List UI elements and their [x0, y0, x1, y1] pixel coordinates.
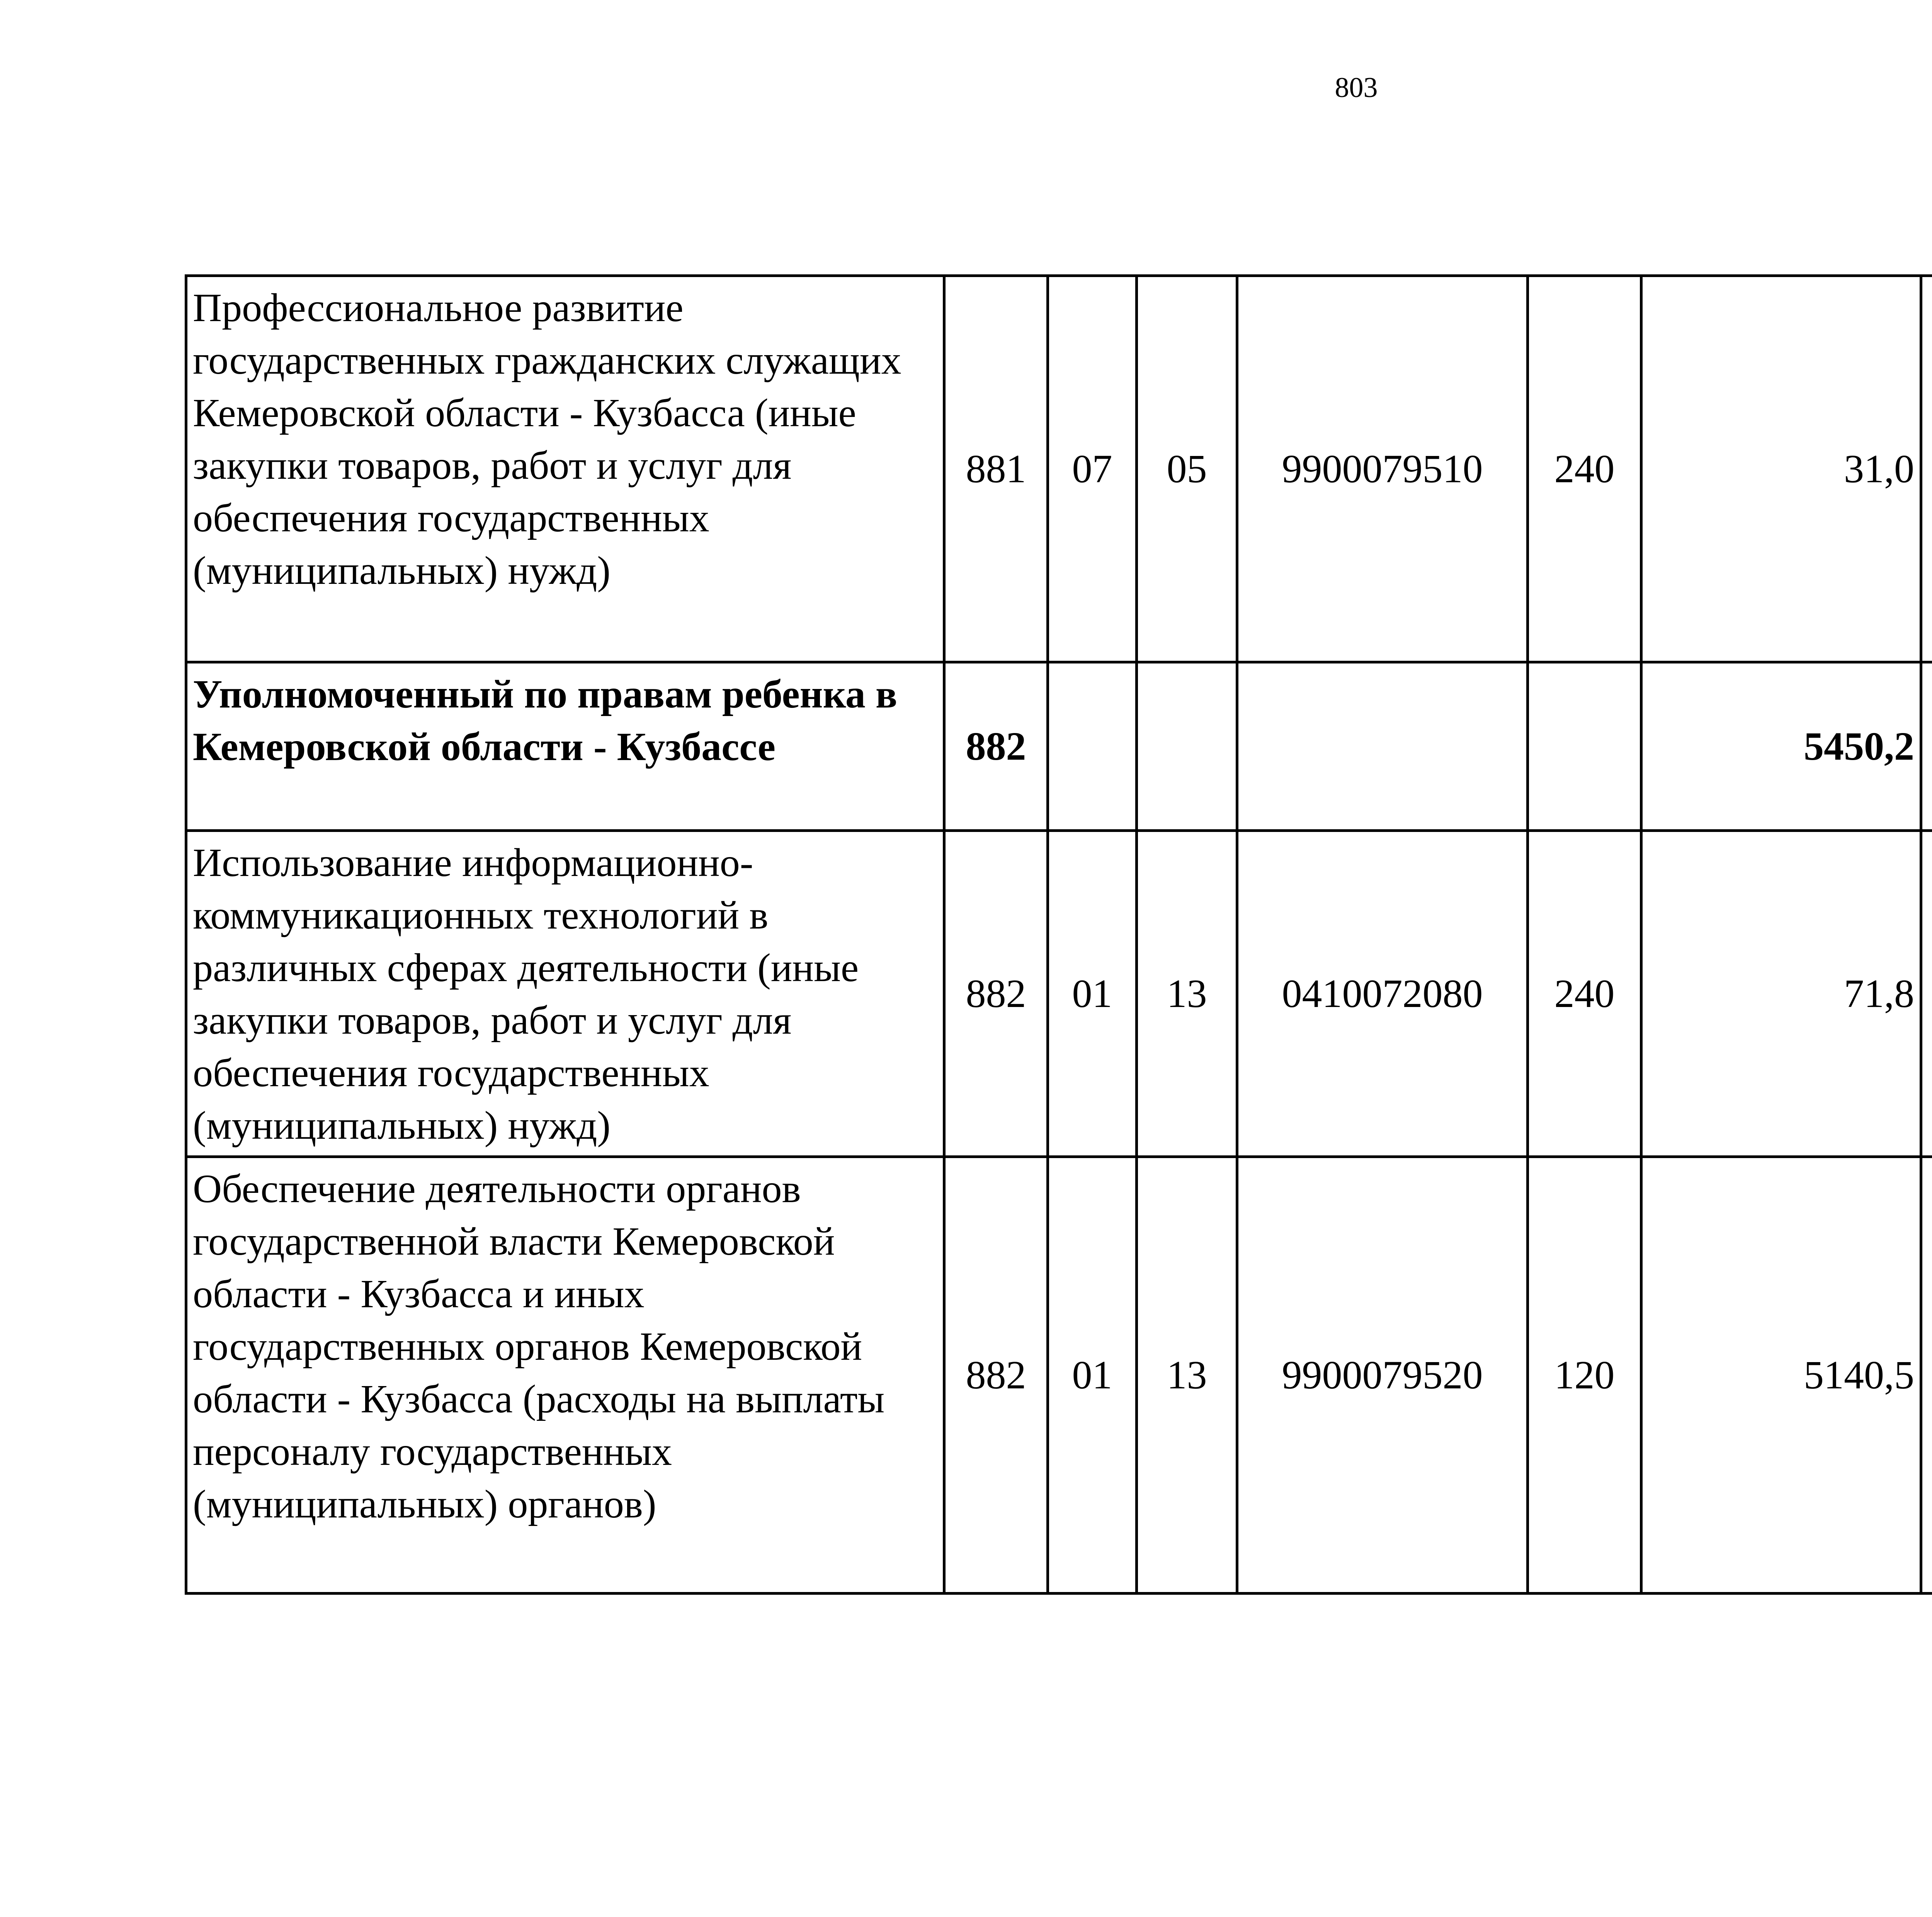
- expense-type-cell: 240: [1528, 831, 1641, 1157]
- ministry-code-cell: 881: [944, 276, 1048, 662]
- amount-year-2-cell: [1921, 276, 1932, 662]
- section-code-cell: 07: [1048, 276, 1137, 662]
- expense-type-cell: 240: [1528, 276, 1641, 662]
- ministry-code-cell: 882: [944, 831, 1048, 1157]
- subsection-code-cell: [1137, 662, 1237, 831]
- table-row-heading: [186, 662, 1932, 831]
- amount-year-1-cell: 5140,5: [1641, 1157, 1921, 1594]
- subsection-code-cell: 13: [1137, 1157, 1237, 1594]
- amount-year-1-cell: 71,8: [1641, 831, 1921, 1157]
- expense-type-cell: [1528, 662, 1641, 831]
- expense-name-cell: Уполномоченный по правам ребенка в Кемеровской области - Кузбассе: [186, 662, 944, 831]
- amount-year-2-cell: [1921, 831, 1932, 1157]
- amount-year-2-cell: [1921, 662, 1932, 831]
- subsection-code-cell: 13: [1137, 831, 1237, 1157]
- target-article-cell: 0410072080: [1237, 831, 1528, 1157]
- target-article-cell: 9900079520: [1237, 1157, 1528, 1594]
- subsection-code-cell: 05: [1137, 276, 1237, 662]
- target-article-cell: 9900079510: [1237, 276, 1528, 662]
- table-row: [186, 831, 1932, 1157]
- section-code-cell: [1048, 662, 1137, 831]
- target-article-cell: [1237, 662, 1528, 831]
- table-row: [186, 276, 1932, 662]
- expense-type-cell: 120: [1528, 1157, 1641, 1594]
- section-code-cell: 01: [1048, 1157, 1137, 1594]
- amount-year-2-cell: [1921, 1157, 1932, 1594]
- amount-year-1-cell: 31,0: [1641, 276, 1921, 662]
- expense-name-cell: Обеспечение деятельности органов государственной власти Кемеровской области - Кузбасса и иных государственных органов Кемеровской области - Кузбасса (расходы на выплаты персоналу государственных (муниципальных) органов): [186, 1157, 944, 1594]
- expense-name-cell: Профессиональное развитие государственных гражданских служащих Кемеровской области - Кузбасса (иные закупки товаров, работ и услуг для обеспечения государственных (муниципальных) нужд): [186, 276, 944, 662]
- ministry-code-cell: 882: [944, 662, 1048, 831]
- page-number: 803: [1335, 72, 1378, 104]
- section-code-cell: 01: [1048, 831, 1137, 1157]
- table-row: [186, 1157, 1932, 1594]
- expense-name-cell: Использование информационно-коммуникационных технологий в различных сферах деятельности (иные закупки товаров, работ и услуг для обеспечения государственных (муниципальных) нужд): [186, 831, 944, 1157]
- amount-year-1-cell: 5450,2: [1641, 662, 1921, 831]
- ministry-code-cell: 882: [944, 1157, 1048, 1594]
- budget-table: [185, 274, 1932, 1595]
